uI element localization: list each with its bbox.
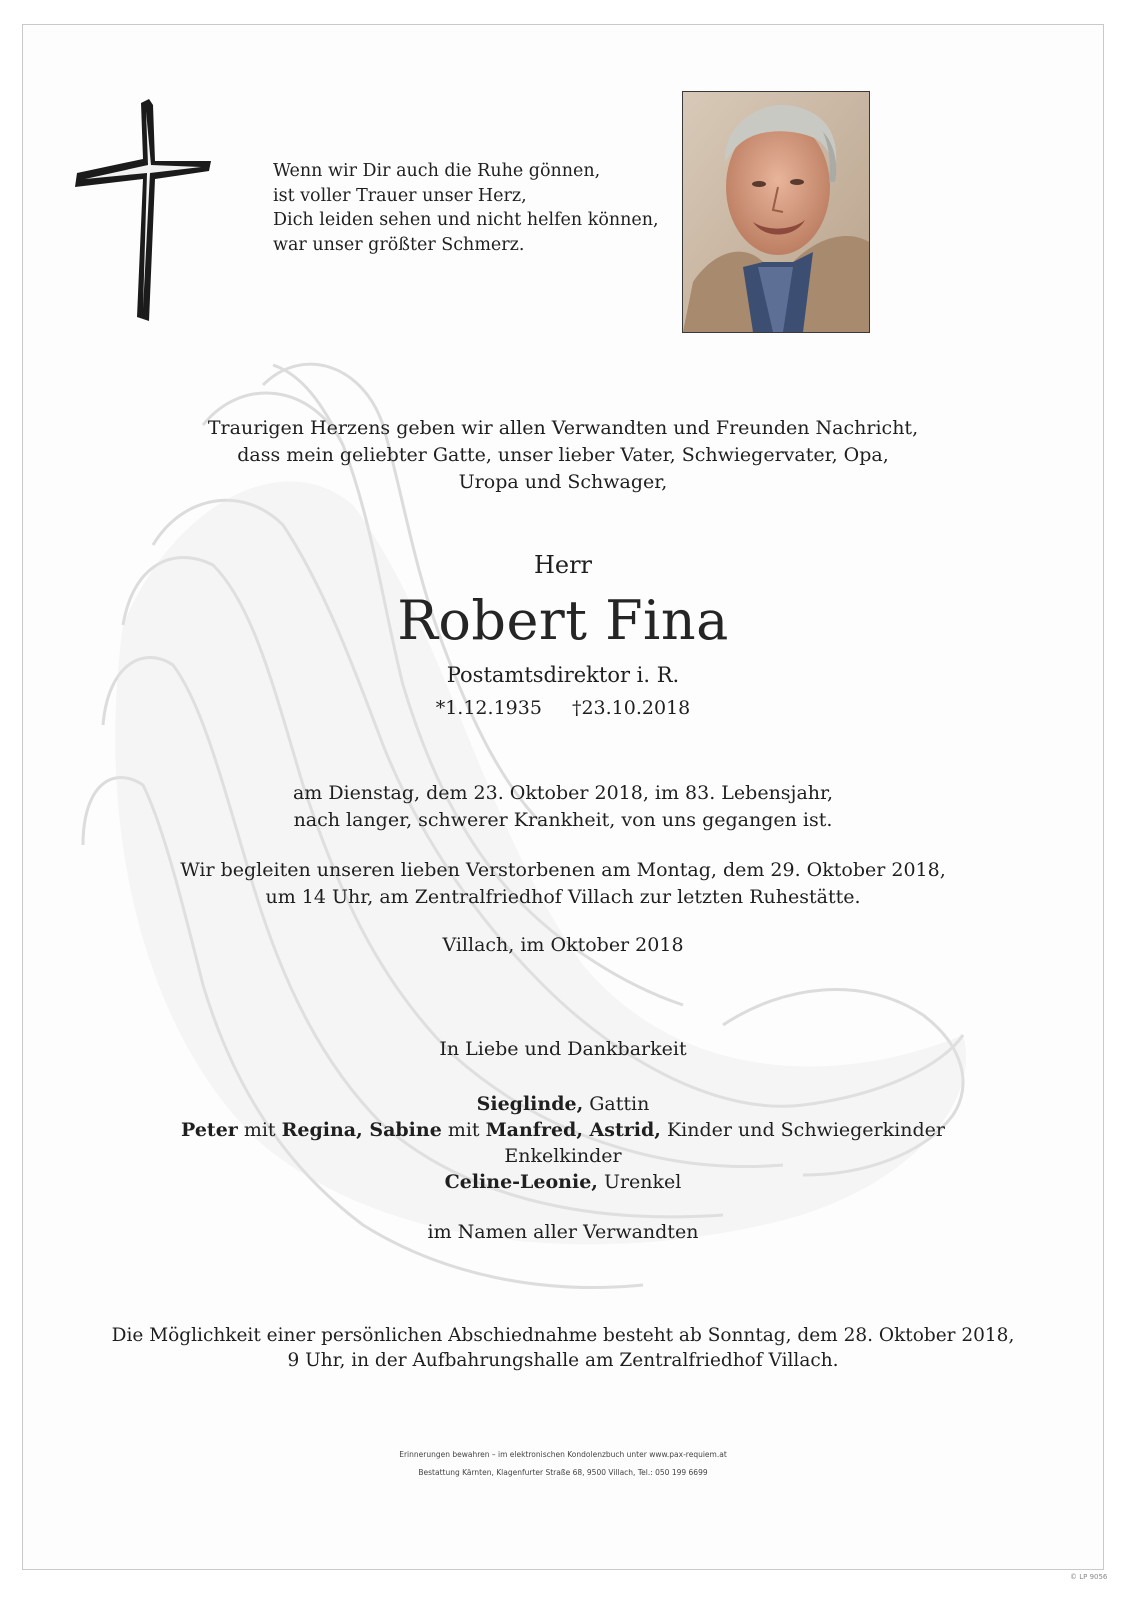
family-role: Urenkel <box>597 1171 682 1193</box>
salutation: Herr <box>533 551 593 579</box>
family-name: Regina, Sabine <box>281 1119 442 1141</box>
announcement-line: Traurigen Herzens geben wir allen Verwandten und Freunden Nachricht, <box>207 417 919 439</box>
family-connector: mit <box>441 1119 486 1141</box>
family-role: Kinder und Schwiegerkinder <box>660 1119 945 1141</box>
viewing-paragraph <box>23 1323 1103 1373</box>
verse-line: Wenn wir Dir auch die Ruhe gönnen, <box>273 161 601 181</box>
family-role: Gattin <box>583 1093 650 1115</box>
relatives-line: im Namen aller Verwandten <box>427 1221 699 1243</box>
family-name: Celine-Leonie, <box>444 1171 598 1193</box>
family-connector: mit <box>237 1119 282 1141</box>
family-name: Manfred, Astrid, <box>485 1119 661 1141</box>
verse-line: ist voller Trauer unser Herz, <box>273 185 527 206</box>
death-line: nach langer, schwerer Krankheit, von uns gegangen ist. <box>293 809 833 831</box>
viewing-line: Die Möglichkeit einer persönlichen Abschiednahme besteht ab Sonntag, dem 28. Oktober 2018, <box>111 1325 1015 1346</box>
family-line-children <box>23 1117 1103 1143</box>
footer-condolence: Erinnerungen bewahren – im elektronischen Kondolenzbuch unter www.pax-requiem.at <box>399 1450 727 1459</box>
announcement-paragraph <box>23 415 1103 496</box>
place-date: Villach, im Oktober 2018 <box>442 934 684 956</box>
closing-line: In Liebe und Dankbarkeit <box>439 1038 687 1060</box>
verse-line: war unser größter Schmerz. <box>273 234 525 255</box>
family-name: Sieglinde, <box>476 1093 584 1115</box>
deceased-name: Robert Fina <box>397 589 729 652</box>
cross-icon <box>73 99 213 321</box>
burial-line: um 14 Uhr, am Zentralfriedhof Villach zur letzten Ruhestätte. <box>265 886 861 908</box>
family-line-spouse <box>23 1091 1103 1117</box>
footer-address: Bestattung Kärnten, Klagenfurter Straße 68, 9500 Villach, Tel.: 050 199 6699 <box>418 1468 708 1477</box>
family-list <box>23 1091 1103 1195</box>
verse-line: Dich leiden sehen und nicht helfen können, <box>273 210 659 230</box>
obituary-card <box>22 24 1104 1570</box>
portrait-photo <box>682 91 870 333</box>
death-paragraph <box>23 780 1103 834</box>
burial-paragraph <box>23 857 1103 911</box>
announcement-line: Uropa und Schwager, <box>458 471 668 493</box>
family-line-greatgrandchild <box>23 1169 1103 1195</box>
burial-line: Wir begleiten unseren lieben Verstorbenen am Montag, dem 29. Oktober 2018, <box>180 859 946 881</box>
family-line-grandchildren: Enkelkinder <box>504 1145 622 1167</box>
print-code: © LP 9056 <box>1070 1573 1108 1581</box>
death-date: †23.10.2018 <box>571 697 691 719</box>
death-line: am Dienstag, dem 23. Oktober 2018, im 83. Lebensjahr, <box>292 782 834 804</box>
announcement-line: dass mein geliebter Gatte, unser lieber Vater, Schwiegervater, Opa, <box>237 444 889 466</box>
verse <box>273 159 673 257</box>
deceased-title: Postamtsdirektor i. R. <box>446 663 680 687</box>
life-dates <box>23 697 1103 719</box>
birth-date: *1.12.1935 <box>435 697 542 719</box>
family-name: Peter <box>181 1119 238 1141</box>
viewing-line: 9 Uhr, in der Aufbahrungshalle am Zentralfriedhof Villach. <box>287 1350 839 1371</box>
